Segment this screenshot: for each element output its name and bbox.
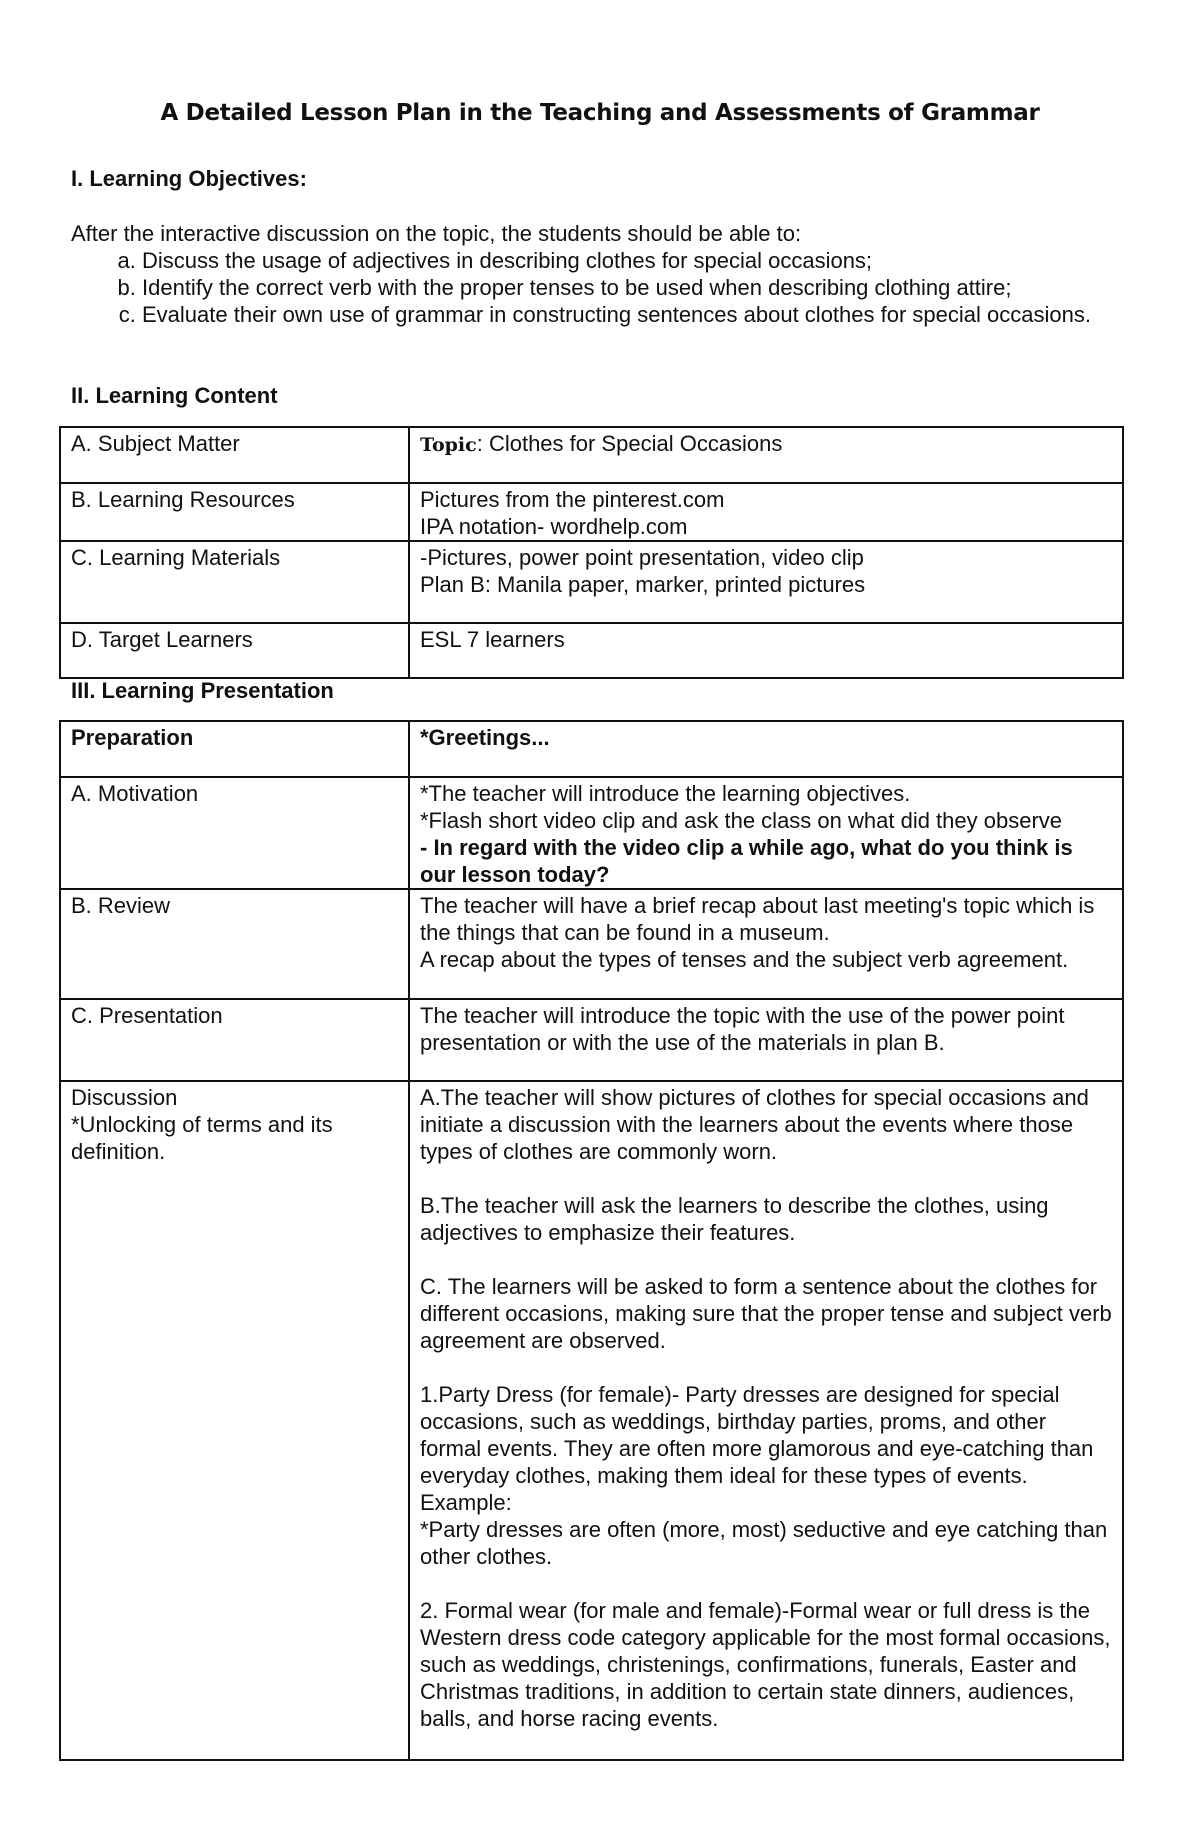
row-label: Preparation — [60, 721, 409, 777]
discussion-label-cell: Discussion *Unlocking of terms and its definition. — [60, 1081, 409, 1760]
table-row — [60, 721, 1123, 777]
learning-content-table — [59, 426, 1124, 679]
row-label: C. Presentation — [60, 999, 409, 1081]
motivation-cell: *The teacher will introduce the learning objectives. *Flash short video clip and ask the class on what did they observe - In regard with the video clip a while ago, what do you think is our lesson today? — [409, 777, 1123, 889]
table-row — [60, 889, 1123, 999]
table-row — [60, 483, 1123, 541]
resources-cell: Pictures from the pinterest.com IPA notation- wordhelp.com — [409, 483, 1123, 541]
learners-cell: ESL 7 learners — [409, 623, 1123, 678]
topic-value: Clothes for Special Occasions — [482, 431, 783, 456]
row-label: A. Subject Matter — [60, 427, 409, 483]
materials-cell: -Pictures, power point presentation, video clip Plan B: Manila paper, marker, printed pictures — [409, 541, 1123, 623]
table-row — [60, 777, 1123, 889]
row-label: B. Learning Resources — [60, 483, 409, 541]
table-row — [60, 623, 1123, 678]
objectives-list — [71, 247, 1182, 328]
objectives-intro: After the interactive discussion on the topic, the students should be able to: — [71, 221, 802, 246]
document-title: A Detailed Lesson Plan in the Teaching and Assessments of Grammar — [160, 100, 1040, 126]
objective-item: b. Identify the correct verb with the proper tenses to be used when describing clothing attire; — [142, 274, 1182, 301]
presentation-cell: The teacher will introduce the topic with the use of the power point presentation or with the use of the materials in plan B. — [409, 999, 1123, 1081]
objective-item: c. Evaluate their own use of grammar in constructing sentences about clothes for special occasions. — [142, 301, 1182, 328]
content-heading: II. Learning Content — [71, 383, 278, 408]
review-cell: The teacher will have a brief recap about last meeting's topic which is the things that can be found in a museum. A recap about the types of tenses and the subject verb agreement. — [409, 889, 1123, 999]
preparation-cell: *Greetings... — [409, 721, 1123, 777]
subject-matter-cell: Topic: Clothes for Special Occasions — [409, 427, 1123, 483]
row-label: C. Learning Materials — [60, 541, 409, 623]
table-row — [60, 999, 1123, 1081]
objective-item: a. Discuss the usage of adjectives in describing clothes for special occasions; — [142, 247, 1182, 274]
row-label: B. Review — [60, 889, 409, 999]
row-label: D. Target Learners — [60, 623, 409, 678]
objectives-heading: I. Learning Objectives: — [71, 166, 307, 191]
table-row — [60, 1081, 1123, 1760]
table-row — [60, 541, 1123, 623]
row-label: A. Motivation — [60, 777, 409, 889]
table-row — [60, 427, 1123, 483]
topic-label: Topic — [420, 434, 477, 456]
discussion-cell: A.The teacher will show pictures of clothes for special occasions and initiate a discussion with the learners about the events where those types of clothes are commonly worn. B.The teacher will ask the learners to describe the clothes, using adjectives to emphasize their features. C. The learners will be asked to form a sentence about the clothes for different occasions, making sure that the proper tense and subject verb agreement are observed. 1.Party Dress (for female)- Party dresses are designed for special occasions, such as weddings, birthday parties, proms, and other formal events. They are often more glamorous and eye-catching than everyday clothes, making them ideal for these types of events. Example: *Party dresses are often (more, most) seductive and eye catching than other clothes. 2. Formal wear (for male and female)-Formal wear or full dress is the Western dress code category applicable for the most formal occasions, such as weddings, christenings, confirmations, funerals, Easter and Christmas traditions, in addition to certain state dinners, audiences, balls, and horse racing events. — [409, 1081, 1123, 1760]
learning-presentation-table — [59, 720, 1124, 1761]
presentation-heading: III. Learning Presentation — [71, 678, 334, 703]
